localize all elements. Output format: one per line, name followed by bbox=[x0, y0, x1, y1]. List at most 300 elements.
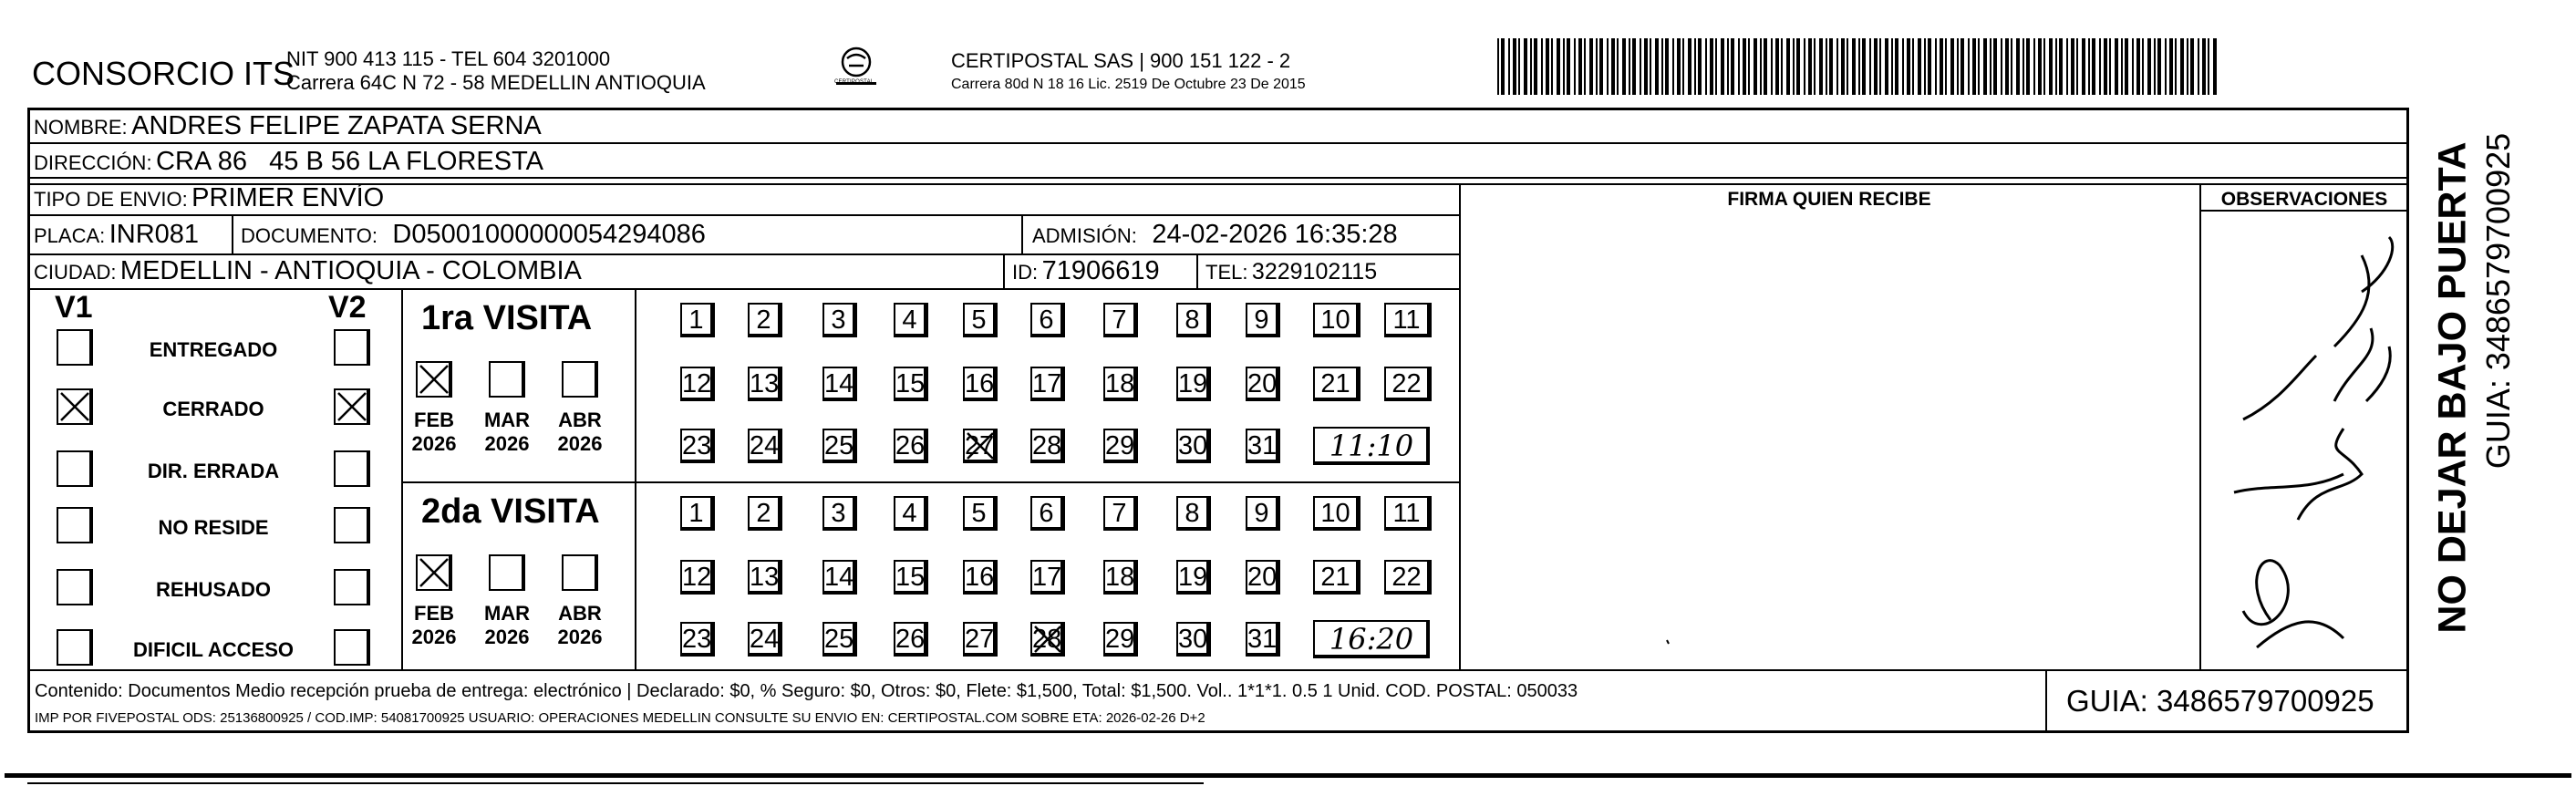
day-number: 21 bbox=[1320, 563, 1350, 592]
day-number: 2 bbox=[756, 499, 771, 528]
divider bbox=[2045, 669, 2047, 733]
barcode-bar bbox=[1972, 38, 1976, 95]
status-label: REHUSADO bbox=[156, 578, 271, 601]
barcode-bar bbox=[1781, 38, 1783, 95]
recipient-signature bbox=[1660, 629, 1678, 647]
year-label: 2026 bbox=[411, 432, 457, 455]
barcode-bar bbox=[1694, 38, 1696, 95]
day-box[interactable] bbox=[1313, 367, 1360, 401]
barcode-bar bbox=[1617, 38, 1619, 95]
documento-row bbox=[241, 222, 706, 248]
day-number: 23 bbox=[682, 431, 712, 460]
status-label: ENTREGADO bbox=[149, 338, 278, 361]
barcode-bar bbox=[1940, 38, 1943, 95]
day-number: 6 bbox=[1039, 305, 1054, 335]
license-line: Carrera 80d N 18 16 Lic. 2519 De Octubre 23 De 2015 bbox=[951, 77, 1306, 92]
day-box[interactable] bbox=[680, 622, 715, 657]
direccion-label: DIRECCIÓN: bbox=[34, 151, 152, 174]
signature-header: FIRMA QUIEN RECIBE bbox=[1727, 189, 1931, 210]
day-box[interactable] bbox=[822, 303, 857, 337]
logo-text: CERTIPOSTAL bbox=[834, 79, 874, 85]
barcode-bar bbox=[1786, 38, 1790, 95]
month-label: FEB bbox=[414, 409, 454, 431]
day-number: 7 bbox=[1112, 499, 1127, 528]
barcode-bar bbox=[2059, 38, 2063, 95]
barcode-bar bbox=[2198, 38, 2199, 95]
barcode-bar bbox=[2076, 38, 2078, 95]
day-number: 31 bbox=[1247, 431, 1278, 460]
day-box[interactable] bbox=[1176, 496, 1211, 531]
day-box[interactable] bbox=[680, 496, 715, 531]
month-checkbox[interactable] bbox=[562, 361, 598, 398]
visit-title: 1ra VISITA bbox=[421, 299, 593, 337]
barcode-bar bbox=[1727, 38, 1729, 95]
placa-value: INR081 bbox=[109, 220, 200, 249]
barcode-bar bbox=[2099, 38, 2101, 95]
visit-time: 16:20 bbox=[1329, 622, 1414, 657]
day-number: 19 bbox=[1178, 563, 1208, 592]
day-box[interactable] bbox=[1030, 496, 1065, 531]
barcode-bar bbox=[1743, 38, 1746, 95]
tipo-value: PRIMER ENVÍO bbox=[191, 183, 385, 212]
barcode-bar bbox=[2175, 38, 2177, 95]
v1-checkbox[interactable] bbox=[57, 388, 93, 425]
direccion-row bbox=[34, 149, 543, 175]
day-number: 5 bbox=[971, 305, 987, 335]
month-checkbox[interactable] bbox=[416, 554, 452, 591]
barcode-bar bbox=[2213, 38, 2217, 95]
barcode-bar bbox=[1501, 38, 1505, 95]
divider bbox=[27, 183, 2409, 185]
month-checkbox[interactable] bbox=[489, 554, 525, 591]
guia-box-text: GUIA: 3486579700925 bbox=[2066, 684, 2374, 718]
barcode-bar bbox=[1928, 38, 1931, 95]
barcode-bar bbox=[1841, 38, 1845, 95]
month-checkbox[interactable] bbox=[416, 361, 452, 398]
day-box[interactable] bbox=[748, 429, 782, 463]
barcode-bar bbox=[2055, 38, 2057, 95]
barcode-bar bbox=[1738, 38, 1740, 95]
day-box[interactable] bbox=[894, 429, 928, 463]
barcode-bar bbox=[2187, 38, 2188, 95]
barcode-bar bbox=[2142, 38, 2144, 95]
id-label: ID: bbox=[1012, 261, 1039, 284]
day-number: 17 bbox=[1032, 369, 1062, 398]
day-box[interactable] bbox=[1103, 367, 1138, 401]
v1-checkbox[interactable] bbox=[57, 450, 93, 487]
v2-checkbox[interactable] bbox=[334, 629, 370, 666]
barcode-bar bbox=[1640, 38, 1641, 95]
id-value: 71906619 bbox=[1041, 256, 1160, 285]
ciudad-row bbox=[34, 258, 582, 284]
barcode-bar bbox=[1796, 38, 1800, 95]
nombre-row bbox=[34, 113, 542, 140]
barcode-bar bbox=[1847, 38, 1848, 95]
day-box[interactable] bbox=[748, 622, 782, 657]
day-number: 11 bbox=[1392, 499, 1421, 528]
day-box[interactable] bbox=[1030, 622, 1065, 657]
day-number: 28 bbox=[1032, 625, 1062, 654]
day-box[interactable] bbox=[1246, 560, 1280, 595]
barcode-bar bbox=[1524, 38, 1527, 95]
barcode-bar bbox=[1983, 38, 1987, 95]
day-box[interactable] bbox=[680, 429, 715, 463]
barcode-bar bbox=[1731, 38, 1734, 95]
day-box[interactable] bbox=[963, 429, 998, 463]
x-mark bbox=[418, 556, 450, 589]
day-number: 12 bbox=[682, 563, 712, 592]
day-box[interactable] bbox=[1030, 429, 1065, 463]
time-box[interactable] bbox=[1313, 620, 1430, 658]
divider bbox=[27, 253, 1459, 255]
barcode-bar bbox=[1764, 38, 1767, 95]
barcode-bar bbox=[1950, 38, 1954, 95]
year-label: 2026 bbox=[557, 626, 603, 648]
barcode-bar bbox=[2033, 38, 2035, 95]
barcode-bar bbox=[2026, 38, 2030, 95]
bottom-rule-thin bbox=[27, 782, 1204, 784]
day-box[interactable] bbox=[1246, 429, 1280, 463]
barcode-bar bbox=[2082, 38, 2085, 95]
day-number: 13 bbox=[750, 369, 780, 398]
day-number: 18 bbox=[1105, 563, 1135, 592]
x-mark bbox=[1032, 624, 1063, 655]
day-number: 29 bbox=[1105, 431, 1135, 460]
year-label: 2026 bbox=[411, 626, 457, 648]
day-box[interactable] bbox=[894, 367, 928, 401]
day-number: 19 bbox=[1178, 369, 1208, 398]
barcode-bar bbox=[1885, 38, 1888, 95]
v1-checkbox[interactable] bbox=[57, 569, 93, 605]
day-number: 30 bbox=[1178, 431, 1208, 460]
barcode-bar bbox=[2016, 38, 2020, 95]
day-number: 3 bbox=[831, 499, 846, 528]
x-mark bbox=[418, 363, 450, 396]
barcode-bar bbox=[1665, 38, 1669, 95]
day-number: 10 bbox=[1320, 305, 1350, 335]
day-number: 25 bbox=[824, 431, 854, 460]
barcode-bar bbox=[2049, 38, 2053, 95]
barcode-bar bbox=[1960, 38, 1964, 95]
visit-title: 2da VISITA bbox=[421, 492, 600, 531]
month-label: ABR bbox=[558, 409, 602, 431]
barcode-bar bbox=[1546, 38, 1549, 95]
month-label: FEB bbox=[414, 602, 454, 625]
barcode-bar bbox=[2109, 38, 2111, 95]
barcode-bar bbox=[2180, 38, 2184, 95]
day-box[interactable] bbox=[1176, 560, 1211, 595]
day-number: 21 bbox=[1320, 369, 1350, 398]
bottom-rule bbox=[5, 773, 2571, 778]
month-label: ABR bbox=[558, 602, 602, 625]
tipo-label: TIPO DE ENVIO: bbox=[34, 188, 188, 211]
day-box[interactable] bbox=[1246, 496, 1280, 531]
barcode-bar bbox=[1650, 38, 1651, 95]
day-box[interactable] bbox=[1313, 560, 1360, 595]
observaciones-header: OBSERVACIONES bbox=[2220, 189, 2388, 210]
day-box[interactable] bbox=[1384, 303, 1432, 337]
day-number: 8 bbox=[1185, 499, 1200, 528]
barcode-bar bbox=[1541, 38, 1543, 95]
day-box[interactable] bbox=[822, 496, 857, 531]
barcode-bar bbox=[2147, 38, 2151, 95]
month-checkbox[interactable] bbox=[489, 361, 525, 398]
day-number: 25 bbox=[824, 625, 854, 654]
nombre-label: NOMBRE: bbox=[34, 116, 128, 139]
ciudad-label: CIUDAD: bbox=[34, 261, 117, 284]
barcode-bar bbox=[1771, 38, 1773, 95]
day-box[interactable] bbox=[1030, 367, 1065, 401]
ciudad-value: MEDELLIN - ANTIOQUIA - COLOMBIA bbox=[119, 256, 582, 285]
day-number: 29 bbox=[1105, 625, 1135, 654]
v2-checkbox[interactable] bbox=[334, 507, 370, 543]
barcode-bar bbox=[1760, 38, 1762, 95]
day-number: 15 bbox=[895, 563, 926, 592]
barcode-bar bbox=[1688, 38, 1691, 95]
barcode-bar bbox=[1945, 38, 1947, 95]
barcode-bar bbox=[1819, 38, 1823, 95]
direccion-value: CRA 86 45 B 56 LA FLORESTA bbox=[156, 147, 544, 176]
day-number: 10 bbox=[1320, 499, 1350, 528]
day-box[interactable] bbox=[1246, 303, 1280, 337]
barcode-bar bbox=[1661, 38, 1663, 95]
barcode-bar bbox=[1677, 38, 1681, 95]
barcode-bar bbox=[1874, 38, 1878, 95]
day-box[interactable] bbox=[1384, 560, 1432, 595]
day-number: 30 bbox=[1178, 625, 1208, 654]
year-label: 2026 bbox=[484, 626, 530, 648]
barcode-bar bbox=[2121, 38, 2123, 95]
divider bbox=[27, 288, 1459, 290]
day-box[interactable] bbox=[748, 303, 782, 337]
v2-checkbox[interactable] bbox=[334, 329, 370, 366]
day-box[interactable] bbox=[894, 496, 928, 531]
barcode-bar bbox=[1622, 38, 1626, 95]
barcode-bar bbox=[1858, 38, 1860, 95]
barcode-bar bbox=[1879, 38, 1881, 95]
day-box[interactable] bbox=[1246, 367, 1280, 401]
v1-checkbox[interactable] bbox=[57, 507, 93, 543]
divider bbox=[27, 669, 2409, 671]
barcode-bar bbox=[2169, 38, 2173, 95]
barcode-bar bbox=[1644, 38, 1648, 95]
day-box[interactable] bbox=[894, 560, 928, 595]
barcode-bar bbox=[1852, 38, 1856, 95]
day-number: 1 bbox=[688, 499, 704, 528]
divider bbox=[1459, 183, 1461, 669]
status-label: DIR. ERRADA bbox=[147, 460, 280, 482]
day-box[interactable] bbox=[1313, 303, 1360, 337]
v1-checkbox[interactable] bbox=[57, 629, 93, 666]
divider bbox=[1196, 253, 1198, 288]
barcode-bar bbox=[1557, 38, 1560, 95]
v2-checkbox[interactable] bbox=[334, 388, 370, 425]
barcode-bar bbox=[2066, 38, 2068, 95]
divider bbox=[232, 214, 233, 253]
barcode-bar bbox=[2165, 38, 2167, 95]
year-label: 2026 bbox=[484, 432, 530, 455]
status-label: DIFICIL ACCESO bbox=[132, 638, 294, 661]
barcode-bar bbox=[1629, 38, 1630, 95]
barcode-bar bbox=[1793, 38, 1795, 95]
day-number: 26 bbox=[895, 431, 926, 460]
day-box[interactable] bbox=[1103, 429, 1138, 463]
day-box[interactable] bbox=[1176, 622, 1211, 657]
observaciones-handwriting bbox=[2207, 219, 2407, 666]
placa-label: PLACA: bbox=[34, 224, 106, 247]
barcode-bar bbox=[1990, 38, 1991, 95]
day-box[interactable] bbox=[748, 560, 782, 595]
day-box[interactable] bbox=[1246, 622, 1280, 657]
day-box[interactable] bbox=[1103, 303, 1138, 337]
day-number: 18 bbox=[1105, 369, 1135, 398]
barcode bbox=[1497, 38, 2222, 95]
day-number: 2 bbox=[756, 305, 771, 335]
no-dejar-bajo-puerta: NO DEJAR BAJO PUERTA bbox=[2430, 141, 2475, 634]
month-label: MAR bbox=[483, 409, 531, 431]
day-box[interactable] bbox=[748, 496, 782, 531]
day-number: 14 bbox=[824, 563, 854, 592]
divider bbox=[635, 288, 636, 669]
barcode-bar bbox=[1808, 38, 1812, 95]
day-box[interactable] bbox=[822, 560, 857, 595]
contenido-line: Contenido: Documentos Medio recepción prueba de entrega: electrónico | Declarado: $0, % Seguro: $0, Otros: $0, Flete: $1,500, Total: $1,500. Vol.. 1*1*1. 0.5 1 Unid. COD. POSTAL: 050033 bbox=[35, 681, 1578, 701]
day-number: 11 bbox=[1392, 305, 1421, 335]
barcode-bar bbox=[1611, 38, 1615, 95]
day-number: 3 bbox=[831, 305, 846, 335]
barcode-bar bbox=[2088, 38, 2090, 95]
day-box[interactable] bbox=[1176, 367, 1211, 401]
barcode-bar bbox=[1682, 38, 1684, 95]
company-name: CONSORCIO ITS bbox=[32, 55, 295, 92]
barcode-bar bbox=[2001, 38, 2002, 95]
day-box[interactable] bbox=[822, 367, 857, 401]
barcode-bar bbox=[1715, 38, 1717, 95]
day-number: 13 bbox=[750, 563, 780, 592]
barcode-bar bbox=[1589, 38, 1593, 95]
divider bbox=[27, 142, 2409, 144]
admision-label: ADMISIÓN: bbox=[1032, 224, 1137, 247]
status-label: CERRADO bbox=[162, 398, 264, 420]
barcode-bar bbox=[1518, 38, 1520, 95]
side-guia: GUIA: 3486579700925 bbox=[2479, 132, 2517, 470]
barcode-bar bbox=[1607, 38, 1609, 95]
day-box[interactable] bbox=[894, 303, 928, 337]
day-number: 26 bbox=[895, 625, 926, 654]
documento-label: DOCUMENTO: bbox=[241, 224, 378, 247]
barcode-bar bbox=[1705, 38, 1707, 95]
id-row bbox=[1012, 258, 1160, 284]
barcode-bar bbox=[1710, 38, 1713, 95]
barcode-bar bbox=[1924, 38, 1926, 95]
barcode-bar bbox=[1902, 38, 1904, 95]
day-number: 17 bbox=[1032, 563, 1062, 592]
day-box[interactable] bbox=[748, 367, 782, 401]
day-number: 1 bbox=[688, 305, 704, 335]
day-box[interactable] bbox=[1176, 303, 1211, 337]
year-label: 2026 bbox=[557, 432, 603, 455]
barcode-bar bbox=[1907, 38, 1910, 95]
barcode-bar bbox=[1978, 38, 1980, 95]
nit-line: NIT 900 413 115 - TEL 604 3201000 bbox=[286, 47, 611, 70]
x-mark bbox=[965, 430, 996, 461]
day-box[interactable] bbox=[1030, 560, 1065, 595]
barcode-bar bbox=[2132, 38, 2134, 95]
divider bbox=[401, 481, 1459, 483]
day-box[interactable] bbox=[1030, 303, 1065, 337]
divider bbox=[1021, 214, 1023, 253]
day-box[interactable] bbox=[1176, 429, 1211, 463]
v1-label: V1 bbox=[55, 290, 93, 325]
barcode-bar bbox=[1530, 38, 1532, 95]
barcode-bar bbox=[2157, 38, 2161, 95]
barcode-bar bbox=[1748, 38, 1750, 95]
day-box[interactable] bbox=[963, 367, 998, 401]
barcode-bar bbox=[2202, 38, 2206, 95]
day-number: 16 bbox=[965, 369, 995, 398]
day-box[interactable] bbox=[1384, 496, 1432, 531]
day-box[interactable] bbox=[963, 622, 998, 657]
day-number: 5 bbox=[971, 499, 987, 528]
day-box[interactable] bbox=[1313, 496, 1360, 531]
day-box[interactable] bbox=[963, 560, 998, 595]
documento-value: D05001000000054294086 bbox=[392, 220, 706, 249]
barcode-bar bbox=[1596, 38, 1598, 95]
day-box[interactable] bbox=[822, 622, 857, 657]
day-box[interactable] bbox=[1103, 622, 1138, 657]
v2-checkbox[interactable] bbox=[334, 450, 370, 487]
day-box[interactable] bbox=[894, 622, 928, 657]
barcode-bar bbox=[1918, 38, 1921, 95]
barcode-bar bbox=[1508, 38, 1510, 95]
day-number: 20 bbox=[1247, 563, 1278, 592]
day-number: 6 bbox=[1039, 499, 1054, 528]
barcode-bar bbox=[1497, 38, 1499, 95]
day-box[interactable] bbox=[1103, 560, 1138, 595]
v2-checkbox[interactable] bbox=[334, 569, 370, 605]
day-box[interactable] bbox=[822, 429, 857, 463]
day-box[interactable] bbox=[1384, 367, 1432, 401]
time-box[interactable] bbox=[1313, 427, 1430, 465]
day-box[interactable] bbox=[680, 367, 715, 401]
barcode-bar bbox=[1599, 38, 1603, 95]
v2-label: V2 bbox=[328, 290, 367, 325]
barcode-bar bbox=[2005, 38, 2009, 95]
day-box[interactable] bbox=[680, 560, 715, 595]
tel-row bbox=[1205, 261, 1377, 284]
barcode-bar bbox=[2011, 38, 2012, 95]
day-number: 24 bbox=[750, 431, 780, 460]
barcode-bar bbox=[1993, 38, 1997, 95]
tipo-row bbox=[34, 185, 384, 212]
day-box[interactable] bbox=[963, 303, 998, 337]
day-number: 4 bbox=[902, 499, 917, 528]
barcode-bar bbox=[2071, 38, 2074, 95]
day-box[interactable] bbox=[963, 496, 998, 531]
month-checkbox[interactable] bbox=[562, 554, 598, 591]
barcode-bar bbox=[2125, 38, 2128, 95]
v1-checkbox[interactable] bbox=[57, 329, 93, 366]
day-box[interactable] bbox=[1103, 496, 1138, 531]
barcode-bar bbox=[1935, 38, 1937, 95]
admision-value: 24-02-2026 16:35:28 bbox=[1152, 220, 1398, 249]
day-number: 27 bbox=[965, 625, 995, 654]
day-box[interactable] bbox=[680, 303, 715, 337]
barcode-bar bbox=[2154, 38, 2156, 95]
barcode-bar bbox=[1551, 38, 1553, 95]
day-number: 24 bbox=[750, 625, 780, 654]
barcode-bar bbox=[1655, 38, 1659, 95]
